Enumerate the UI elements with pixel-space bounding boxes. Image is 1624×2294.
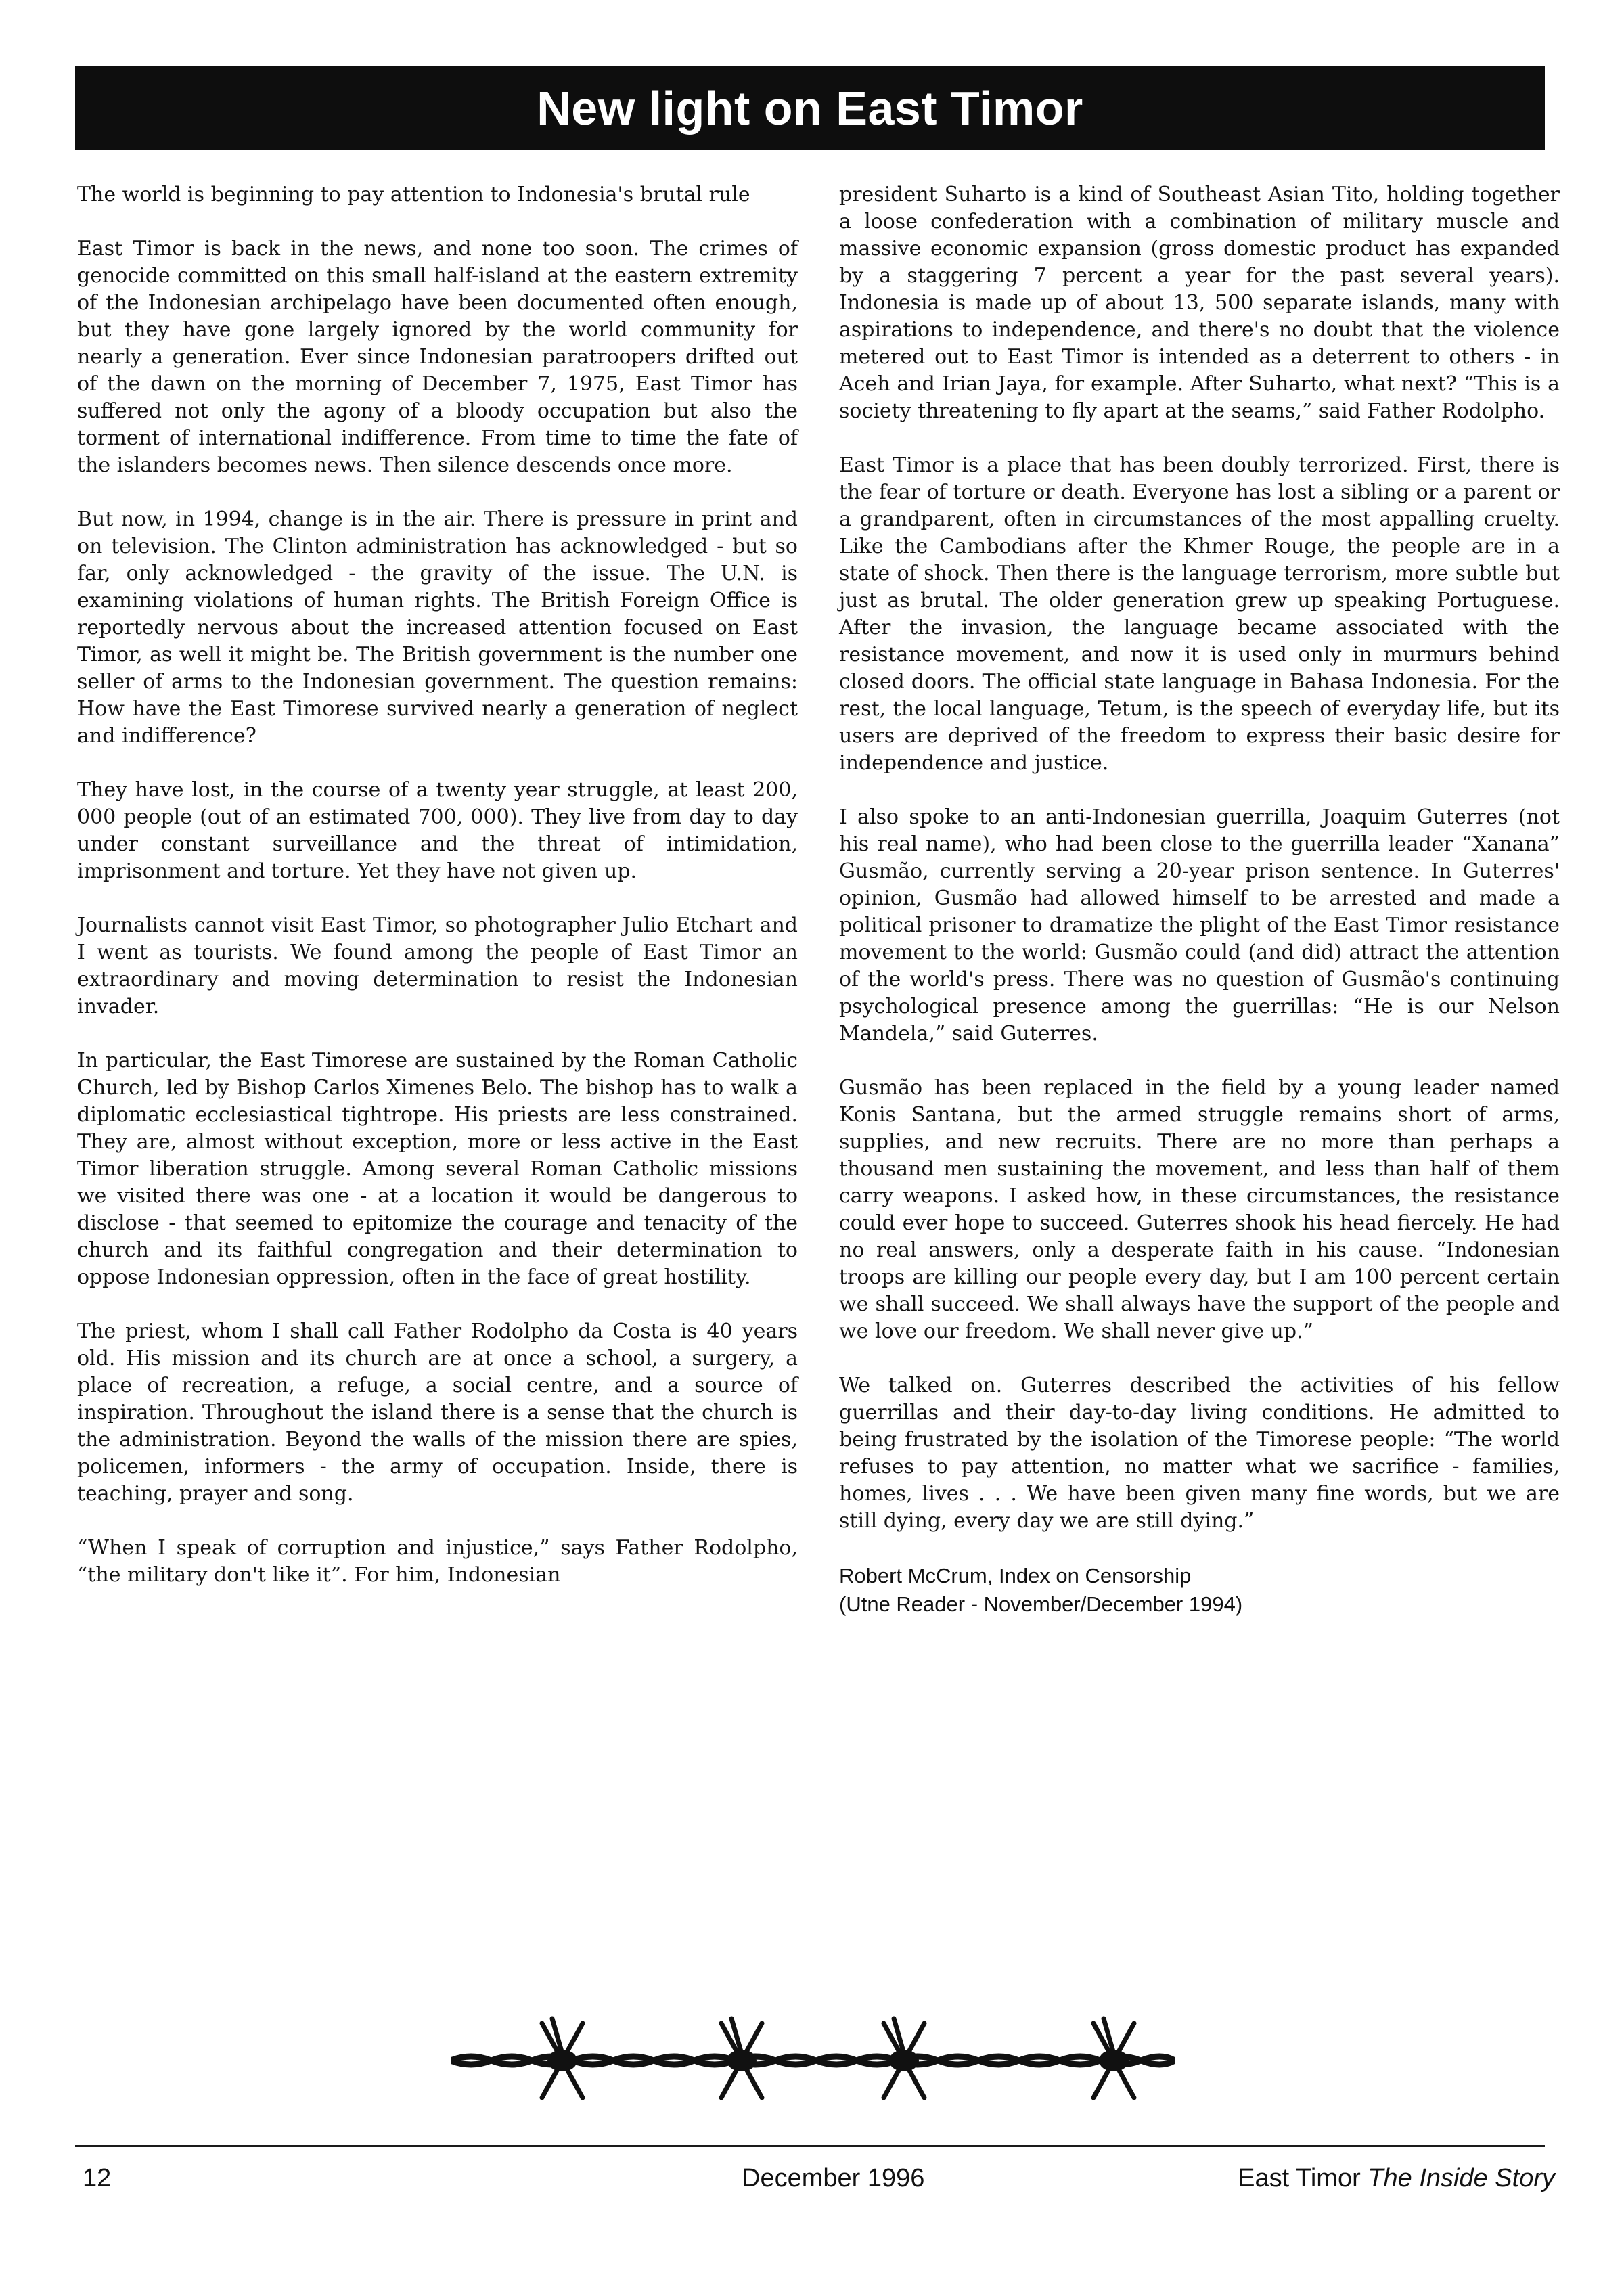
issue-date: December 1996	[742, 2164, 925, 2192]
footer-rule	[75, 2145, 1545, 2147]
article-subtitle: The world is beginning to pay attention to Indonesia's brutal rule	[77, 183, 750, 206]
byline-author: Robert McCrum, Index on Censorship	[839, 1564, 1192, 1588]
paragraph: “When I speak of corruption and injustice,” says Father Rodolpho, “the military don't like it”. For him, Indonesian	[77, 1536, 798, 1587]
paragraph: The priest, whom I shall call Father Rodolpho da Costa is 40 years old. His mission and its church are at once a school, a surgery, a place of recreation, a refuge, a social centre, and a source of inspiration. Throughout the island there is a sense that the church is the administration. Beyond the walls of the mission there are spies, policemen, informers - the army of occupation. Inside, there is teaching, prayer and song.	[77, 1320, 798, 1506]
paragraph: East Timor is back in the news, and none too soon. The crimes of genocide committed on this small half-island at the eastern extremity of the Indonesian archipelago have been documented often enough, but they have gone largely ignored by the world community for nearly a generation. Ever since Indonesian paratroopers drifted out of the dawn on the morning of December 7, 1975, East Timor has suffered not only the agony of a bloody occupation but also the torment of international indifference. From time to time the fate of the islanders becomes news. Then silence descends once more.	[77, 237, 798, 477]
paragraph: We talked on. Guterres described the activities of his fellow guerrillas and their day-to-day living conditions. He admitted to being frustrated by the isolation of the Timorese people: “The world refuses to pay attention, no matter what we sacrifice - families, homes, lives . . . We have been given many fine words, but we are still dying, every day we are still dying.”	[839, 1374, 1560, 1533]
right-column	[839, 181, 1560, 1619]
article-title: New light on East Timor	[75, 66, 1545, 150]
left-column	[77, 181, 798, 1589]
byline	[839, 1562, 1560, 1619]
paragraph: East Timor is a place that has been doubly terrorized. First, there is the fear of torture or death. Everyone has lost a sibling or a parent or a grandparent, often in circumstances of the most appalling cruelty. Like the Cambodians after the Khmer Rouge, the people are in a state of shock. Then there is the language terrorism, more subtle but just as brutal. The older generation grew up speaking Portuguese. After the invasion, the language became associated with the resistance movement, and now it is used only in murmurs behind closed doors. The official state language in Bahasa Indonesia. For the rest, the local language, Tetum, is the speech of everyday life, but its users are deprived of the freedom to express their basic desire for independence and justice.	[839, 453, 1560, 775]
page-number: 12	[83, 2164, 112, 2192]
publication-name	[1238, 2162, 1555, 2195]
paragraph: They have lost, in the course of a twenty year struggle, at least 200, 000 people (out of an estimated 700, 000). They live from day to day under constant surveillance and the threat of intimidation, imprisonment and torture. Yet they have not given up.	[77, 778, 798, 883]
publication-title: East Timor	[1238, 2164, 1361, 2192]
paragraph: But now, in 1994, change is in the air. There is pressure in print and on television. The Clinton administration has acknowledged - but so far, only acknowledged - the gravity of the issue. The U.N. is examining violations of human rights. The British Foreign Office is reportedly nervous about the increased attention focused on East Timor, as well it might be. The British government is the number one seller of arms to the Indonesian government. The question remains: How have the East Timorese survived nearly a generation of neglect and indifference?	[77, 508, 798, 748]
paragraph: In particular, the East Timorese are sustained by the Roman Catholic Church, led by Bishop Carlos Ximenes Belo. The bishop has to walk a diplomatic ecclesiastical tightrope. His priests are less constrained. They are, almost without exception, more or less active in the East Timor liberation struggle. Among several Roman Catholic missions we visited there was one - at a location it would be dangerous to disclose - that seemed to epitomize the courage and tenacity of the church and its faithful congregation and their determination to oppose Indonesian oppression, often in the face of great hostility.	[77, 1049, 798, 1289]
paragraph: I also spoke to an anti-Indonesian guerrilla, Joaquim Guterres (not his real name), who had been close to the guerrilla leader “Xanana” Gusmão, currently serving a 20-year prison sentence. In Guterres' opinion, Gusmão had allowed himself to be arrested and made a political prisoner to dramatize the plight of the East Timor resistance movement to the world: Gusmão could (and did) attract the attention of the world's press. There was no question of Gusmão's continuing psychological presence among the guerrillas: “He is our Nelson Mandela,” said Guterres.	[839, 805, 1560, 1045]
byline-source: (Utne Reader - November/December 1994)	[839, 1592, 1243, 1616]
paragraph: Journalists cannot visit East Timor, so photographer Julio Etchart and I went as tourists. We found among the people of East Timor an extraordinary and moving determination to resist the Indonesian invader.	[77, 914, 798, 1018]
paragraph: Gusmão has been replaced in the field by a young leader named Konis Santana, but the armed struggle remains short of arms, supplies, and new recruits. There are no more than perhaps a thousand men sustaining the movement, and less than half of them carry weapons. I asked how, in these circumstances, the resistance could ever hope to succeed. Guterres shook his head fiercely. He had no real answers, only a desperate faith in his cause. “Indonesian troops are killing our people every day, but I am 100 percent certain we shall succeed. We shall always have the support of the people and we love our freedom. We shall never give up.”	[839, 1076, 1560, 1343]
barbed-wire-icon	[451, 2013, 1175, 2108]
publication-subtitle: The Inside Story	[1368, 2164, 1555, 2192]
paragraph-continuation: president Suharto is a kind of Southeast Asian Tito, holding together a loose confederation with a combination of military muscle and massive economic expansion (gross domestic product has expanded by a staggering 7 percent a year for the past several years). Indonesia is made up of about 13, 500 separate islands, many with aspirations to independence, and there's no doubt that the violence metered out to East Timor is intended as a deterrent to others - in Aceh and Irian Jaya, for example. After Suharto, what next? “This is a society threatening to fly apart at the seams,” said Father Rodolpho.	[839, 183, 1560, 423]
